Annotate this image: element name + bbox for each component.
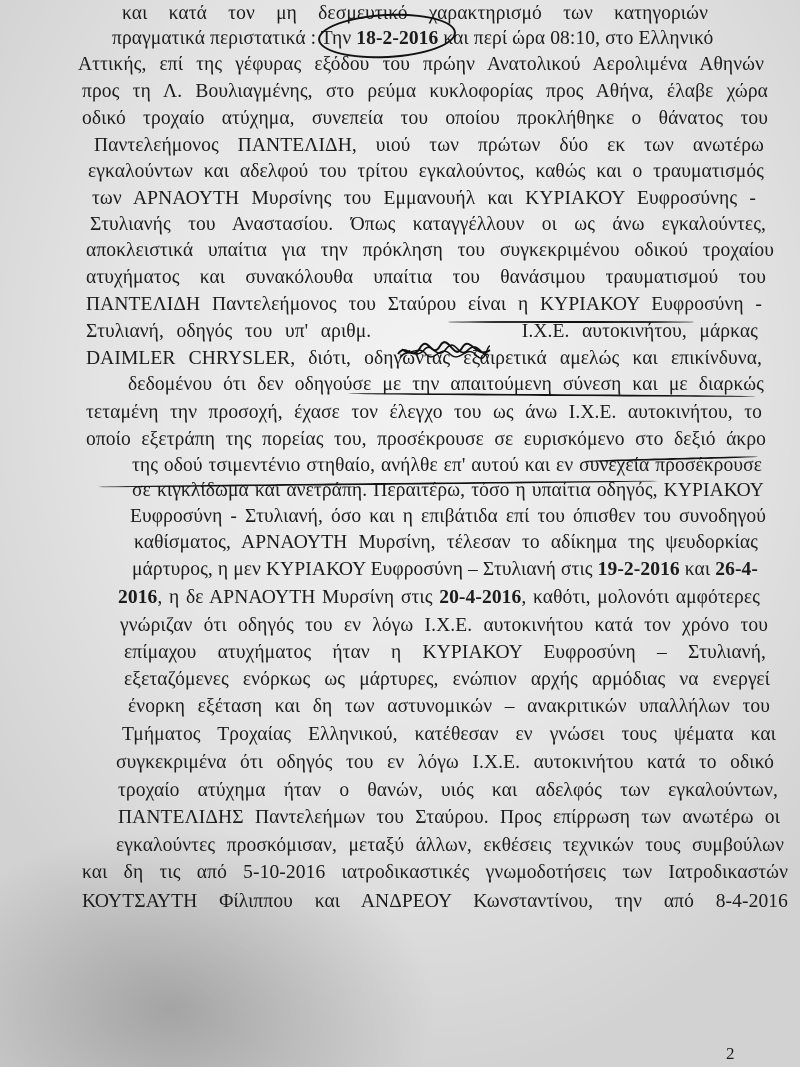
text-segment: επίμαχου ατυχήματος ήταν η ΚΥΡΙΑΚΟΥ Ευφροσύνη – Στυλιανή,: [124, 642, 766, 663]
text-line: [86, 401, 762, 425]
text-segment: ΚΟΥΤΣΑΥΤΗ Φίλιππου και ΑΝΔΡΕΟΥ Κωνσταντίνου, την από 8-4-2016: [82, 890, 788, 912]
text-line: [94, 134, 764, 158]
text-segment: αποκλειστικά υπαίτια για την πρόκληση του συγκεκριμένου οδικού τροχαίου: [86, 240, 774, 261]
text-line: [134, 531, 758, 555]
text-segment: των ΑΡΝΑΟΥΤΗ Μυρσίνης του Εμμανουήλ και ΚΥΡΙΑΚΟΥ Ευφροσύνης -: [92, 188, 756, 209]
text-segment: και δη τις από 5-10-2016 ιατροδικαστικές γνωμοδοτήσεις των Ιατροδικαστών: [82, 862, 788, 883]
text-line: [86, 293, 762, 317]
text-line: [124, 668, 770, 692]
text-segment: συγκεκριμένα ότι οδηγός του εν λόγω Ι.Χ.Ε. αυτοκινήτου κατά το οδικό: [116, 752, 774, 773]
text-segment: δεδομένου ότι δεν οδηγούσε με την απαιτούμενη σύνεση και με διαρκώς: [128, 374, 764, 395]
text-line: [82, 107, 768, 131]
text-line: [78, 53, 764, 77]
text-line: [130, 505, 766, 529]
text-segment: Ι.Χ.Ε. αυτοκινήτου, μάρκας: [521, 321, 758, 342]
text-line: [88, 160, 764, 184]
bold-text-segment: 2016: [118, 587, 158, 608]
text-line: [82, 890, 788, 914]
text-line: [86, 266, 766, 290]
text-line: [86, 239, 774, 263]
text-segment: προς τη Λ. Βουλιαγμένης, στο ρεύμα κυκλοφορίας προς Αθήνα, έλαβε χώρα: [82, 81, 768, 102]
text-segment: εγκαλούντων και αδελφού του τρίτου εγκαλούντος, καθώς και ο τραυματισμός: [88, 161, 764, 182]
text-segment: τροχαίο ατύχημα ήταν ο θανών, υιός και αδελφός των εγκαλούντων,: [118, 779, 778, 801]
bold-text-segment: 26-4-: [715, 558, 758, 580]
text-line: [118, 806, 780, 830]
text-line: [116, 751, 774, 775]
text-segment: Αττικής, επί της γέφυρας εξόδου του πρώην Ανατολικού Αερολιμένα Αθηνών: [78, 54, 764, 75]
text-segment: οδικό τροχαίο ατύχημα, συνεπεία του οποίου προκλήθηκε ο θάνατος του: [82, 108, 768, 129]
text-line: [92, 187, 756, 211]
text-segment: τεταμένη την προσοχή, έχασε τον έλεγχο του ως άνω Ι.Χ.Ε. αυτοκινήτου, το: [86, 401, 762, 423]
text-segment: Την: [320, 28, 357, 49]
text-segment: πραγματικά περιστατικά :: [112, 28, 321, 49]
text-segment: Ευφροσύνη - Στυλιανή, όσο και η επιβάτιδα επί του όπισθεν του συνοδηγού: [130, 505, 766, 527]
text-segment: DAIMLER CHRYSLER, διότι, οδηγώντας εξαιρετικά αμελώς και επικίνδυνα,: [86, 348, 762, 369]
text-line: [86, 428, 766, 452]
page-number: 2: [726, 1044, 735, 1063]
text-segment: Στυλιανής του Αναστασίου. Όπως καταγγέλλουν οι ως άνω εγκαλούντες,: [90, 214, 766, 235]
text-segment: καθίσματος, ΑΡΝΑΟΥΤΗ Μυρσίνη, τέλεσαν το αδίκημα της ψευδορκίας: [134, 532, 758, 553]
bold-text-segment: 19-2-2016: [597, 558, 680, 580]
text-line: [118, 586, 760, 610]
text-segment: [371, 321, 521, 342]
bold-text-segment: 18-2-2016: [356, 28, 439, 49]
text-line: [82, 861, 788, 885]
text-line: [128, 695, 770, 719]
text-segment: Παντελεήμονος ΠΑΝΤΕΛΙΔΗ, υιού των πρώτων δύο εκ των ανωτέρω: [94, 135, 764, 156]
text-line: [118, 779, 778, 803]
bold-text-segment: 20-4-2016: [439, 587, 522, 608]
handwritten-underline: [448, 321, 694, 323]
text-segment: και κατά τον μη δεσμευτικό χαρακτηρισμό των κατηγοριών: [122, 3, 708, 24]
text-line: [90, 213, 766, 237]
text-segment: μάρτυρος, η μεν ΚΥΡΙΑΚΟΥ Ευφροσύνη – Στυλιανή στις: [132, 558, 598, 580]
text-segment: σε κιγκλίδωμα και ανετράπη. Περαιτέρω, τόσο η υπαίτια οδηγός, ΚΥΡΙΑΚΟΥ: [132, 480, 764, 501]
text-line: [82, 80, 768, 104]
text-line: [132, 558, 758, 582]
text-segment: εξεταζόμενες ενόρκως ως μάρτυρες, ενώπιον αρχής αρμόδιας να ενεργεί: [124, 668, 770, 690]
text-segment: , η δε ΑΡΝΑΟΥΤΗ Μυρσίνη στις: [157, 587, 440, 608]
text-segment: ένορκη εξέταση και δη των αστυνομικών – ανακριτικών υπαλλήλων του: [128, 696, 770, 717]
text-line: [120, 614, 768, 638]
text-segment: και: [679, 558, 716, 580]
text-line: [122, 723, 776, 747]
text-line: [124, 641, 766, 665]
text-segment: ΠΑΝΤΕΛΙΔΗ Παντελεήμονος του Σταύρου είναι η ΚΥΡΙΑΚΟΥ Ευφροσύνη -: [86, 294, 762, 315]
text-segment: ατυχήματος και συνακόλουθα υπαίτια του θανάσιμου τραυματισμού του: [86, 267, 766, 288]
text-segment: , καθότι, μολονότι αμφότερες: [521, 587, 760, 608]
text-segment: ΠΑΝΤΕΛΙΔΗΣ Παντελεήμων του Σταύρου. Προς επίρρωση των ανωτέρω οι: [118, 807, 780, 828]
text-segment: Στυλιανή, οδηγός του υπ' αριθμ.: [86, 321, 372, 342]
redaction-scribble: [396, 340, 492, 364]
text-segment: Τμήματος Τροχαίας Ελληνικού, κατέθεσαν εν γνώσει τους ψέματα και: [122, 723, 776, 745]
text-segment: οποίο εξετράπη της πορείας του, προσέκρουσε σε ευρισκόμενο στο δεξιό άκρο: [86, 429, 766, 450]
text-line: [116, 834, 784, 858]
text-segment: και περί ώρα 08:10, στο Ελληνικό: [438, 28, 714, 49]
text-segment: της οδού τσιμεντένιο στηθαίο, ανήλθε επ' αυτού και εν συνεχεία προσέκρουσε: [132, 454, 762, 476]
text-segment: γνώριζαν ότι οδηγός του εν λόγω Ι.Χ.Ε. αυτοκινήτου κατά τον χρόνο του: [120, 614, 768, 636]
text-segment: εγκαλούντες προσκόμισαν, μεταξύ άλλων, εκθέσεις τεχνικών τους συμβούλων: [116, 834, 784, 856]
